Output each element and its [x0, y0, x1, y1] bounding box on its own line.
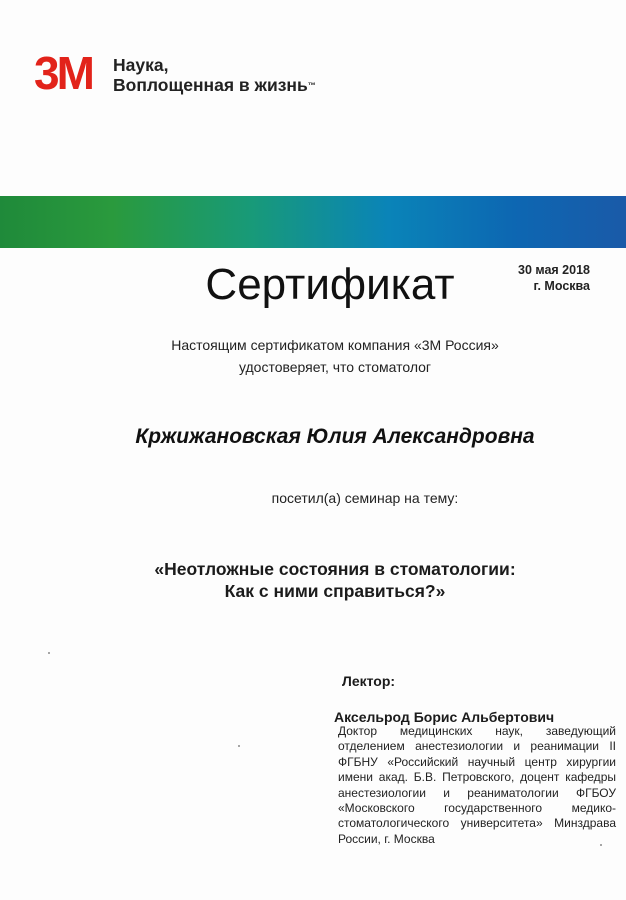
lecturer-bio: Доктор медицинских наук, заведующий отделением анестезиологии и реанимации II ФГБНУ «Российский научный центр хирургии имени акад. Б.В. Петровского, доцент кафедры анестезиологии и реаниматологии ФГБОУ «Московского государственного медико-стоматологического университета» Минздрава России, г. Москва [338, 724, 616, 846]
recipient-name: Кржижановская Юлия Александровна [135, 425, 535, 448]
attended-text: посетил(а) семинар на тему: [271, 490, 459, 506]
scan-speck [600, 844, 602, 846]
seminar-topic [0, 558, 626, 602]
certificate-title: Сертификат [205, 260, 455, 309]
date-location [518, 262, 590, 294]
intro-text [0, 334, 626, 378]
scan-speck [48, 652, 50, 654]
intro-line-1: Настоящим сертификатом компания «3М Россия» [171, 337, 499, 353]
lecturer-label: Лектор: [342, 673, 396, 689]
certificate-city: г. Москва [533, 279, 590, 293]
color-gradient-band [0, 196, 626, 248]
3m-logo: 3M [34, 47, 92, 99]
topic-line-1: «Неотложные состояния в стоматологии: [154, 559, 516, 579]
certificate-date: 30 мая 2018 [518, 263, 590, 277]
tagline-line-2 [113, 75, 316, 95]
tagline-line-1: Наука, [113, 55, 169, 75]
trademark-symbol: ™ [307, 81, 316, 90]
scan-speck [238, 745, 240, 747]
intro-line-2: удостоверяет, что стоматолог [238, 359, 432, 375]
brand-tagline [113, 55, 316, 95]
topic-line-2: Как с ними справиться?» [224, 581, 446, 601]
tagline-line-2-text: Воплощенная в жизнь [113, 75, 308, 95]
lecturer-name: Аксельрод Борис Альбертович [334, 709, 555, 725]
